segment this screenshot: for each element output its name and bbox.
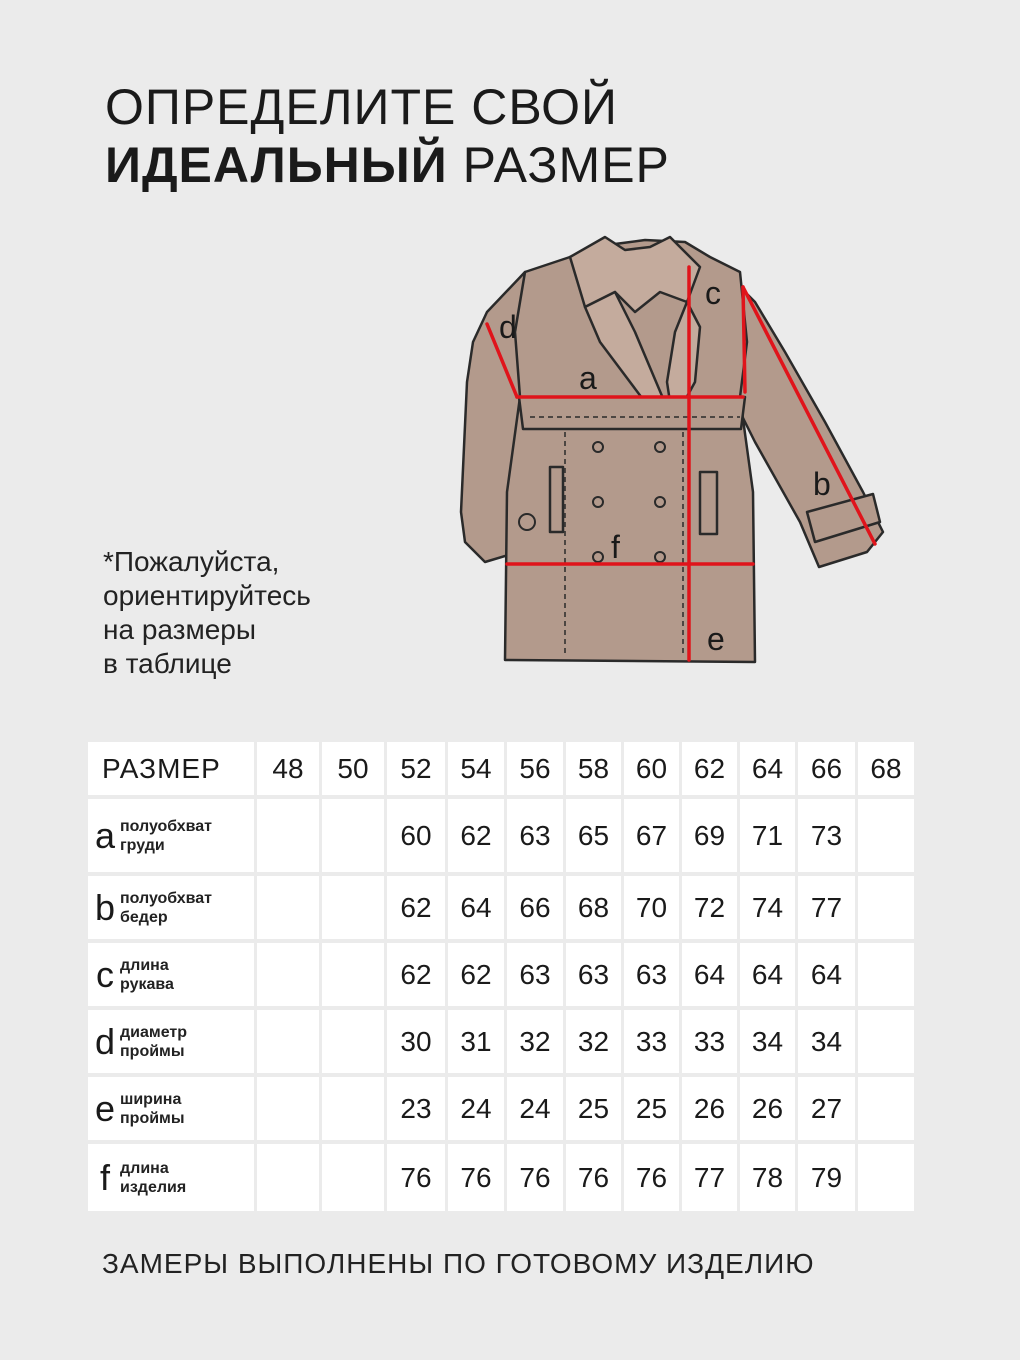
table-cell: 33: [682, 1010, 737, 1073]
table-cell: 26: [740, 1077, 795, 1140]
row-letter: a: [94, 814, 116, 856]
coat-button: [593, 552, 603, 562]
table-cell: 63: [507, 799, 563, 872]
table-cell: 69: [682, 799, 737, 872]
row-description-line: ширина: [120, 1090, 182, 1108]
table-header-size: 56: [507, 742, 563, 795]
row-description: [120, 817, 212, 855]
table-header-size: 52: [387, 742, 445, 795]
table-cell: 74: [740, 876, 795, 939]
table-cell: 70: [624, 876, 679, 939]
table-cell: [858, 943, 914, 1006]
row-letter: e: [94, 1087, 116, 1129]
diagram-label-d: d: [499, 309, 517, 345]
row-description-line: бедер: [120, 908, 168, 926]
table-row-label: [88, 876, 254, 939]
table-cell: 79: [798, 1144, 855, 1211]
table-cell: [858, 799, 914, 872]
table-cell: 62: [448, 799, 504, 872]
page-title: [105, 78, 670, 194]
row-description-line: груди: [120, 836, 165, 854]
table-cell: 25: [566, 1077, 621, 1140]
coat-pocket-left: [550, 467, 563, 532]
row-letter: b: [94, 886, 116, 928]
table-row-label: [88, 1077, 254, 1140]
table-cell: 63: [566, 943, 621, 1006]
table-cell: 34: [798, 1010, 855, 1073]
table-cell: [257, 943, 319, 1006]
table-header-size: 50: [322, 742, 384, 795]
table-cell: 26: [682, 1077, 737, 1140]
table-cell: 24: [507, 1077, 563, 1140]
table-cell: [257, 876, 319, 939]
table-cell: [322, 799, 384, 872]
table-row-label: [88, 1144, 254, 1211]
coat-belt: [519, 397, 745, 429]
table-row-label: [88, 943, 254, 1006]
table-cell: [322, 1077, 384, 1140]
table-header-size: 58: [566, 742, 621, 795]
table-cell: 76: [624, 1144, 679, 1211]
table-cell: 76: [387, 1144, 445, 1211]
row-description-line: полуобхват: [120, 817, 213, 835]
table-cell: 76: [507, 1144, 563, 1211]
title-line-1: ОПРЕДЕЛИТЕ СВОЙ: [105, 79, 618, 135]
note-line: *Пожалуйста,: [103, 546, 280, 577]
row-description: [120, 1090, 185, 1128]
row-description-line: полуобхват: [120, 889, 213, 907]
row-description-line: длина: [120, 956, 169, 974]
table-cell: [322, 1144, 384, 1211]
table-header-size: 64: [740, 742, 795, 795]
table-cell: 78: [740, 1144, 795, 1211]
table-cell: 64: [682, 943, 737, 1006]
size-table: [88, 742, 914, 1211]
table-cell: [257, 799, 319, 872]
table-cell: 33: [624, 1010, 679, 1073]
title-bold-word: ИДЕАЛЬНЫЙ: [105, 137, 448, 193]
table-header-size: 62: [682, 742, 737, 795]
table-cell: 77: [682, 1144, 737, 1211]
table-cell: 66: [507, 876, 563, 939]
note-line: ориентируйтесь: [103, 580, 311, 611]
table-cell: 72: [682, 876, 737, 939]
table-cell: 23: [387, 1077, 445, 1140]
table-cell: [858, 1077, 914, 1140]
row-letter: f: [99, 1156, 110, 1198]
table-cell: [322, 943, 384, 1006]
row-description-line: проймы: [120, 1109, 185, 1127]
table-cell: 77: [798, 876, 855, 939]
coat-button: [593, 497, 603, 507]
table-cell: [858, 1144, 914, 1211]
table-cell: 34: [740, 1010, 795, 1073]
coat-pocket-right: [700, 472, 717, 534]
row-description-line: рукава: [120, 975, 174, 993]
table-cell: 64: [448, 876, 504, 939]
row-description-line: проймы: [120, 1042, 185, 1060]
note-line: в таблице: [103, 648, 232, 679]
table-header-size: 48: [257, 742, 319, 795]
table-cell: 25: [624, 1077, 679, 1140]
row-description-line: длина: [120, 1159, 169, 1177]
table-cell: [257, 1144, 319, 1211]
table-header-size: 54: [448, 742, 504, 795]
table-cell: 68: [566, 876, 621, 939]
coat-collar: [570, 237, 700, 312]
table-cell: [257, 1010, 319, 1073]
table-cell: 62: [387, 876, 445, 939]
table-header-size: 68: [858, 742, 914, 795]
measure-line-e: [743, 287, 745, 392]
table-row-label: [88, 799, 254, 872]
table-cell: 76: [566, 1144, 621, 1211]
table-cell: 71: [740, 799, 795, 872]
table-cell: [322, 876, 384, 939]
row-description-line: диаметр: [120, 1023, 188, 1041]
footer-note: ЗАМЕРЫ ВЫПОЛНЕНЫ ПО ГОТОВОМУ ИЗДЕЛИЮ: [102, 1248, 815, 1279]
table-cell: [858, 876, 914, 939]
table-cell: [322, 1010, 384, 1073]
diagram-label-f: f: [611, 529, 620, 565]
table-cell: 24: [448, 1077, 504, 1140]
table-cell: 63: [507, 943, 563, 1006]
title-rest-word: РАЗМЕР: [462, 137, 670, 193]
coat-button: [655, 497, 665, 507]
title-line-2: [105, 136, 670, 194]
table-cell: 65: [566, 799, 621, 872]
table-header-size: 66: [798, 742, 855, 795]
table-cell: 32: [566, 1010, 621, 1073]
row-description: [120, 1159, 186, 1197]
table-cell: 76: [448, 1144, 504, 1211]
coat-sleeve-button: [519, 514, 535, 530]
table-cell: 62: [387, 943, 445, 1006]
coat-button: [593, 442, 603, 452]
table-cell: [257, 1077, 319, 1140]
row-letter: c: [96, 953, 114, 995]
row-description: [120, 889, 212, 927]
row-description: [120, 956, 174, 994]
table-cell: 64: [740, 943, 795, 1006]
table-header-label: РАЗМЕР: [88, 742, 254, 795]
table-cell: 67: [624, 799, 679, 872]
note-line: на размеры: [103, 614, 257, 645]
table-cell: 63: [624, 943, 679, 1006]
table-cell: 62: [448, 943, 504, 1006]
diagram-label-c: c: [705, 275, 721, 311]
diagram-label-e: e: [707, 621, 725, 657]
coat-button: [655, 552, 665, 562]
coat-button: [655, 442, 665, 452]
diagram-label-b: b: [813, 466, 831, 502]
table-cell: 27: [798, 1077, 855, 1140]
row-description: [120, 1023, 187, 1061]
table-cell: 32: [507, 1010, 563, 1073]
row-letter: d: [94, 1020, 116, 1062]
table-cell: 73: [798, 799, 855, 872]
table-cell: 60: [387, 799, 445, 872]
table-row-label: [88, 1010, 254, 1073]
table-cell: [858, 1010, 914, 1073]
table-cell: 31: [448, 1010, 504, 1073]
coat-diagram: [455, 232, 895, 672]
size-note: [103, 545, 311, 681]
diagram-label-a: a: [579, 360, 597, 396]
table-cell: 64: [798, 943, 855, 1006]
row-description-line: изделия: [120, 1178, 187, 1196]
table-header-size: 60: [624, 742, 679, 795]
table-cell: 30: [387, 1010, 445, 1073]
